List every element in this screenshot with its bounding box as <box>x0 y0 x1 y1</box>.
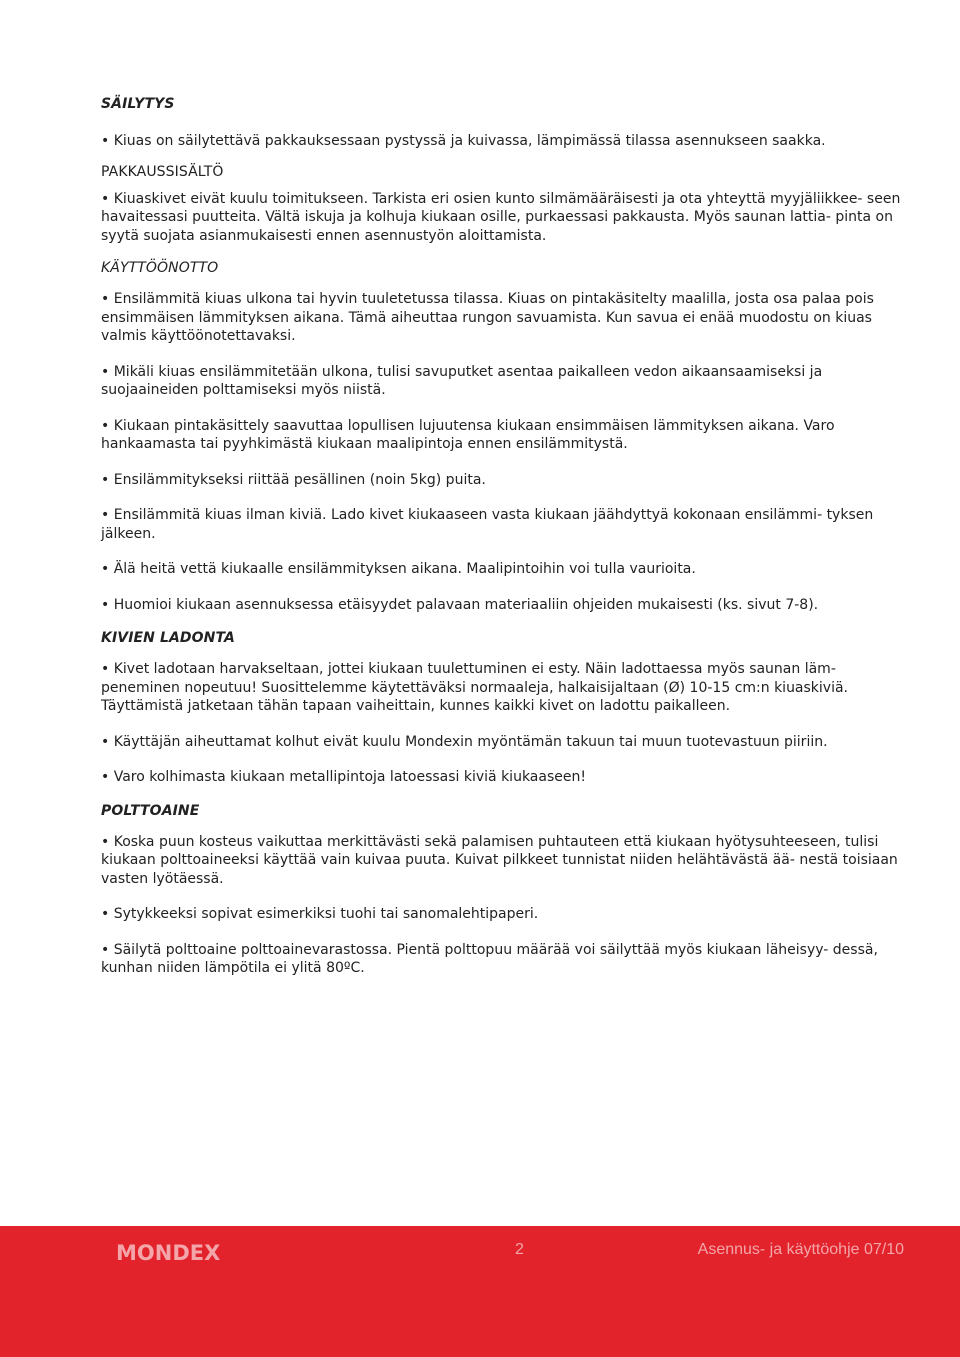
list-item: • Mikäli kiuas ensilämmitetään ulkona, tulisi savuputket asentaa paikalleen vedon aikaansaamiseksi ja suojaaineiden polttamiseksi myös niistä. <box>101 363 823 398</box>
list-item: • Kivet ladotaan harvakseltaan, jottei kiukaan tuulettuminen ei esty. Näin ladottaessa myös saunan läm- peneminen nopeutuu! Suosittelemme käytettäväksi normaaleja, halkaisijaltaan (Ø) 10-15 cm:n kiuaskiviä. Täyttämistä jatketaan tähän tapaan vaiheittain, kunnes kaikki kivet on ladottu paikalleen. <box>101 661 849 714</box>
list-item: • Varo kolhimasta kiukaan metallipintoja latoessasi kiviä kiukaaseen! <box>101 769 586 785</box>
mondex-logo <box>116 1241 256 1263</box>
page-content <box>101 94 901 995</box>
list-item: • Ensilämmitä kiuas ilman kiviä. Lado kivet kiukaaseen vasta kiukaan jäähdyttyä kokonaan ensilämmi- tyksen jälkeen. <box>101 507 874 542</box>
document-title: Asennus- ja käyttöohje 07/10 <box>697 1241 904 1258</box>
list-item: • Säilytä polttoaine polttoainevarastossa. Pientä polttopuu määrää voi säilyttää myös kiukaan läheisyy- dessä, kunhan niiden lämpötila ei ylitä 80ºC. <box>101 941 878 976</box>
list-item: • Kiuas on säilytettävä pakkauksessaan pystyssä ja kuivassa, lämpimässä tilassa asennukseen saakka. <box>101 133 826 149</box>
page-number: 2 <box>515 1241 524 1258</box>
list-item: • Koska puun kosteus vaikuttaa merkittävästi sekä palamisen puhtauteen että kiukaan hyötysuhteeseen, tulisi kiukaan polttoaineeksi käyttää vain kuivaa puuta. Kuivat pilkkeet tunnistat niiden helähtävästä ää- nestä toisiaan vasten lyötäessä. <box>101 833 898 887</box>
list-item: • Käyttäjän aiheuttamat kolhut eivät kuulu Mondexin myöntämän takuun tai muun tuotevastuun piiriin. <box>101 733 828 750</box>
list-item: • Älä heitä vettä kiukaalle ensilämmityksen aikana. Maalipintoihin voi tulla vaurioita. <box>101 561 696 577</box>
heading-kayttoonotto: KÄYTTÖÖNOTTO <box>101 260 219 276</box>
heading-kivien-ladonta: KIVIEN LADONTA <box>101 630 235 646</box>
list-item: • Huomioi kiukaan asennuksessa etäisyydet palavaan materiaaliin ohjeiden mukaisesti (ks. sivut 7-8). <box>101 596 819 613</box>
heading-sailytys: SÄILYTYS <box>101 96 175 112</box>
list-item: • Sytykkeeksi sopivat esimerkiksi tuohi tai sanomalehtipaperi. <box>101 906 539 922</box>
list-item: • Kiukaan pintakäsittely saavuttaa lopullisen lujuutensa kiukaan ensimmäisen lämmityksen aikana. Varo hankaamasta tai pyyhkimästä kiukaan maalipintoja ennen ensilämmitystä. <box>101 417 835 452</box>
list-item: • Ensilämmitä kiuas ulkona tai hyvin tuuletetussa tilassa. Kiuas on pintakäsitelty maalilla, josta osa palaa pois ensimmäisen lämmityksen aikana. Tämä aiheuttaa rungon savuamista. Kun savua ei enää muodostu on kiuas valmis käyttöönotettavaksi. <box>101 291 874 344</box>
heading-pakkaussisalto: PAKKAUSSISÄLTÖ <box>101 163 224 180</box>
footer-bar <box>0 1226 960 1357</box>
logo-text: MONDEX <box>116 1241 221 1263</box>
list-item: • Kiuaskivet eivät kuulu toimitukseen. Tarkista eri osien kunto silmämääräisesti ja ota yhteyttä myyjäliikkee- seen havaitessasi puutteita. Vältä iskuja ja kolhuja kiukaan osille, purkaessasi pakkausta. Myös saunan lattia- pinta on syytä suojata asianmukaisesti ennen asennustyön aloittamista. <box>101 190 901 244</box>
heading-polttoaine: POLTTOAINE <box>101 802 200 819</box>
list-item: • Ensilämmitykseksi riittää pesällinen (noin 5kg) puita. <box>101 471 486 488</box>
